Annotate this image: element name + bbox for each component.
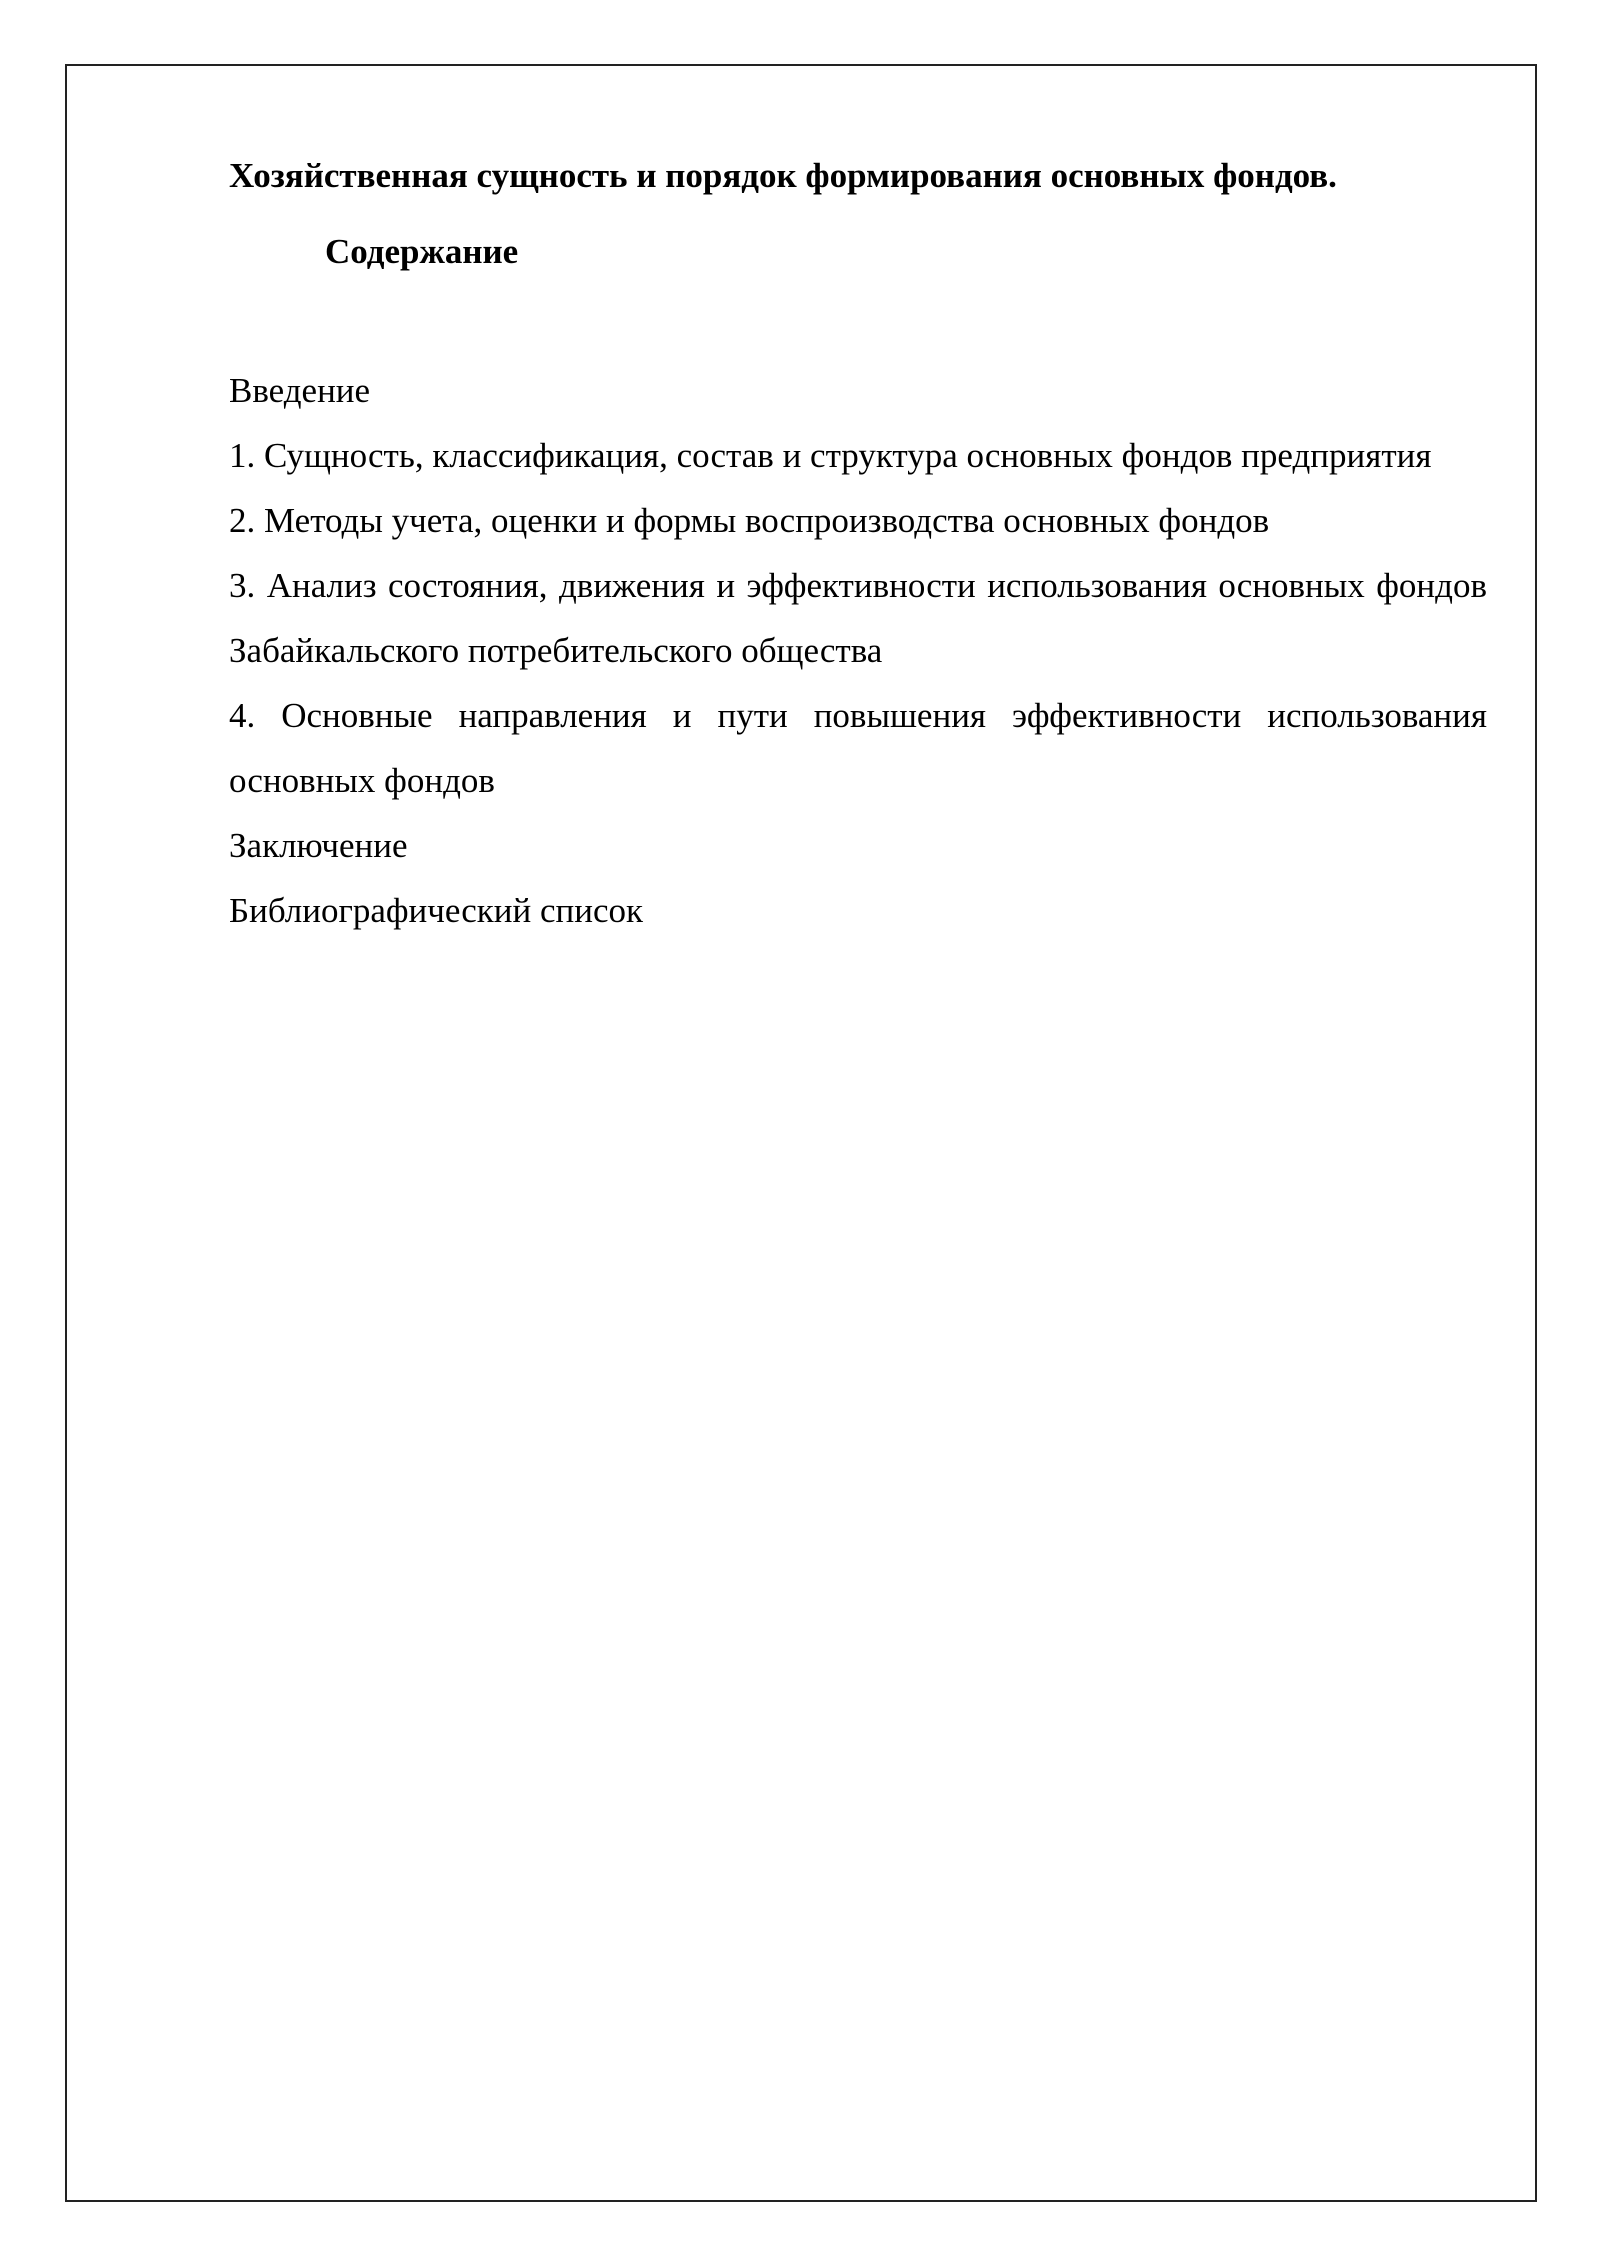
toc-item-bibliography: Библиографический список <box>229 891 644 930</box>
toc-heading: Содержание <box>325 232 519 271</box>
toc-item-chapter-3: 3. Анализ состояния, движения и эффективности использования основных фондов Забайкальского потребительского общества <box>229 566 1487 670</box>
toc-item-introduction: Введение <box>229 371 371 410</box>
toc-item-chapter-1: 1. Сущность, классификация, состав и структура основных фондов предприятия <box>229 436 1432 475</box>
document-body <box>229 152 1487 943</box>
toc-item-chapter-4: 4. Основные направления и пути повышения эффективности использования основных фондов <box>229 696 1487 800</box>
toc-item-chapter-2: 2. Методы учета, оценки и формы воспроизводства основных фондов <box>229 501 1270 540</box>
document-title: Хозяйственная сущность и порядок формирования основных фондов. <box>229 156 1337 195</box>
toc-item-conclusion: Заключение <box>229 826 408 865</box>
toc-list <box>229 358 1487 943</box>
